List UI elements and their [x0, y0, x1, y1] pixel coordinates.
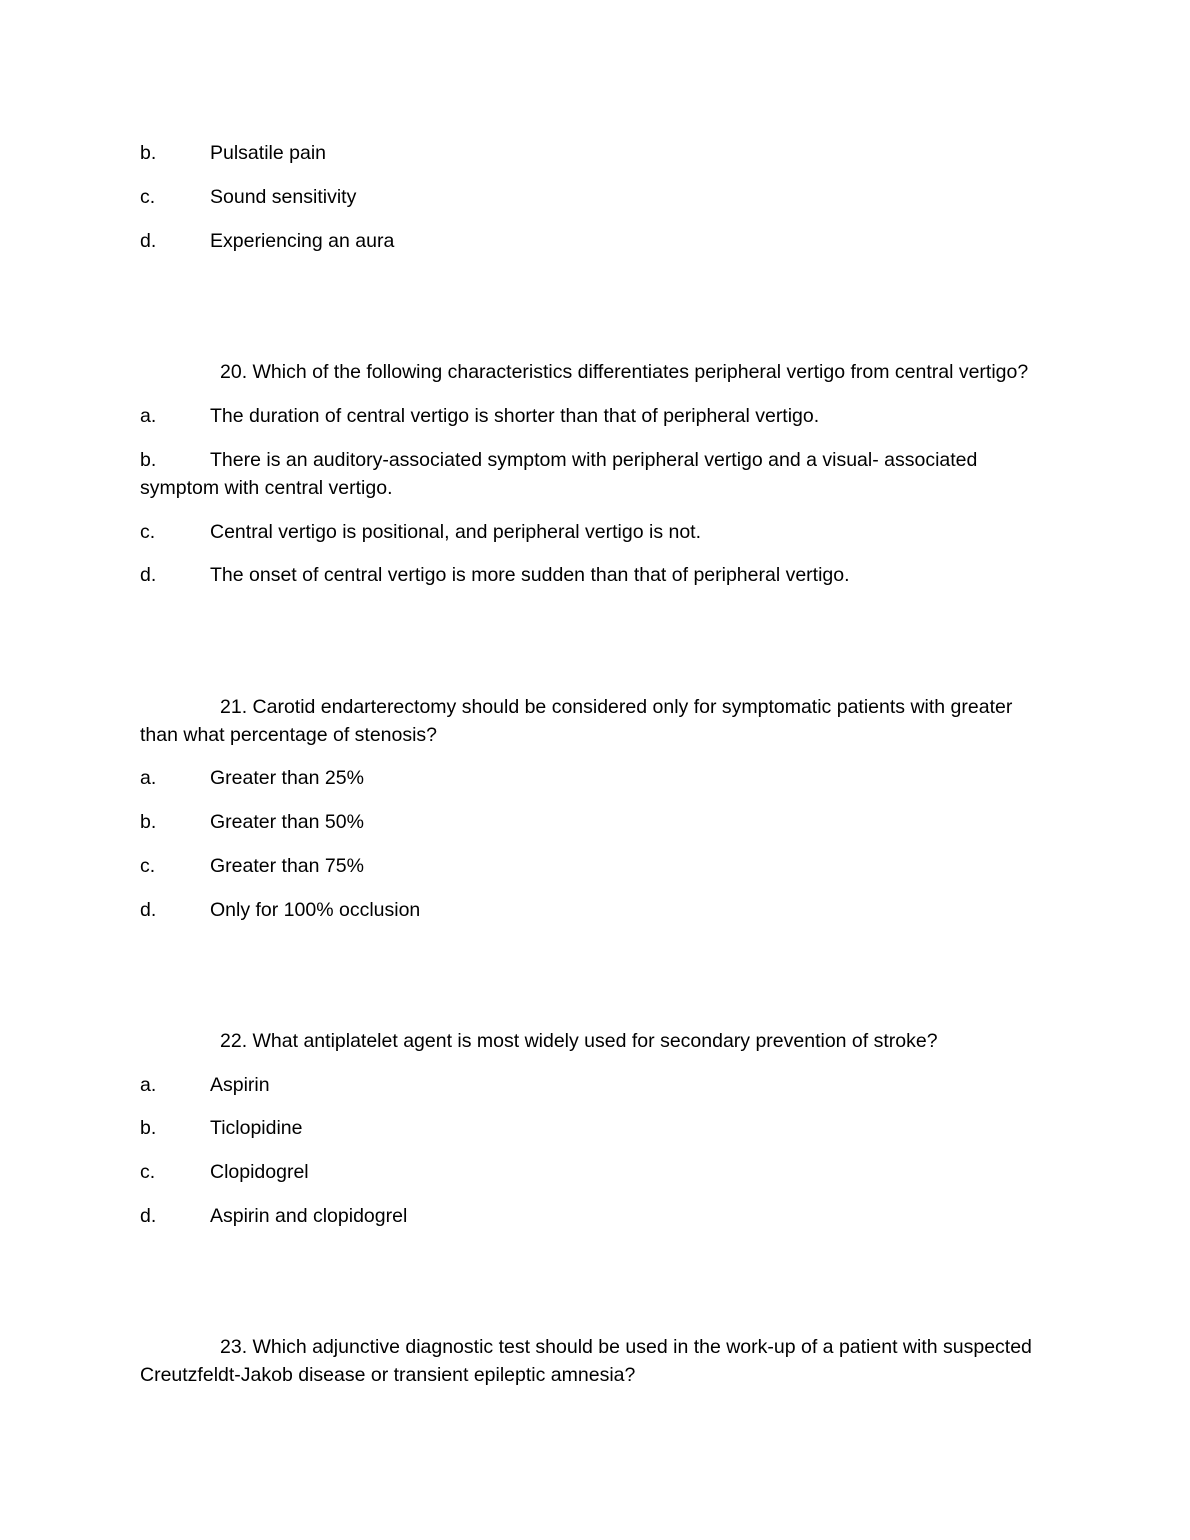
option-letter: d.: [140, 564, 157, 586]
option-text: Ticlopidine: [210, 1117, 303, 1139]
option-text: Pulsatile pain: [210, 142, 326, 164]
question-20-stem: 20. Which of the following characteristics differentiates peripheral vertigo from central vertigo?: [220, 361, 1029, 383]
option-letter: b.: [140, 142, 157, 164]
option-letter: d.: [140, 899, 157, 921]
option-text: There is an auditory-associated symptom with peripheral vertigo and a visual- associated symptom with central vertigo.: [140, 449, 978, 499]
question-23-stem: 23. Which adjunctive diagnostic test should be used in the work-up of a patient with suspected Creutzfeldt-Jakob disease or transient epileptic amnesia?: [140, 1336, 1032, 1386]
option-text: Sound sensitivity: [210, 186, 357, 208]
option-text: Only for 100% occlusion: [210, 899, 421, 921]
question-22-stem: 22. What antiplatelet agent is most widely used for secondary prevention of stroke?: [220, 1030, 938, 1052]
option-letter: d.: [140, 230, 157, 252]
option-letter: b.: [140, 811, 157, 833]
question-20-option-b: [140, 446, 1000, 502]
option-letter: d.: [140, 1205, 157, 1227]
option-text: Greater than 50%: [210, 811, 364, 833]
option-text: The onset of central vertigo is more sudden than that of peripheral vertigo.: [210, 564, 850, 586]
option-text: Clopidogrel: [210, 1161, 309, 1183]
option-letter: c.: [140, 1161, 156, 1183]
option-letter: a.: [140, 767, 157, 789]
option-letter: c.: [140, 855, 156, 877]
question-21-stem: 21. Carotid endarterectomy should be considered only for symptomatic patients with greater than what percentage of stenosis?: [140, 696, 1013, 746]
option-letter: c.: [140, 186, 156, 208]
option-text: The duration of central vertigo is shorter than that of peripheral vertigo.: [210, 405, 820, 427]
option-letter: c.: [140, 521, 156, 543]
option-text: Greater than 25%: [210, 767, 364, 789]
option-letter: b.: [140, 1117, 157, 1139]
option-text: Aspirin and clopidogrel: [210, 1205, 408, 1227]
option-text: Central vertigo is positional, and peripheral vertigo is not.: [210, 521, 702, 543]
option-text: Greater than 75%: [210, 855, 364, 877]
option-letter: a.: [140, 405, 157, 427]
option-text: Aspirin: [210, 1074, 270, 1096]
option-letter: b.: [140, 449, 157, 471]
option-letter: a.: [140, 1074, 157, 1096]
option-text: Experiencing an aura: [210, 230, 395, 252]
